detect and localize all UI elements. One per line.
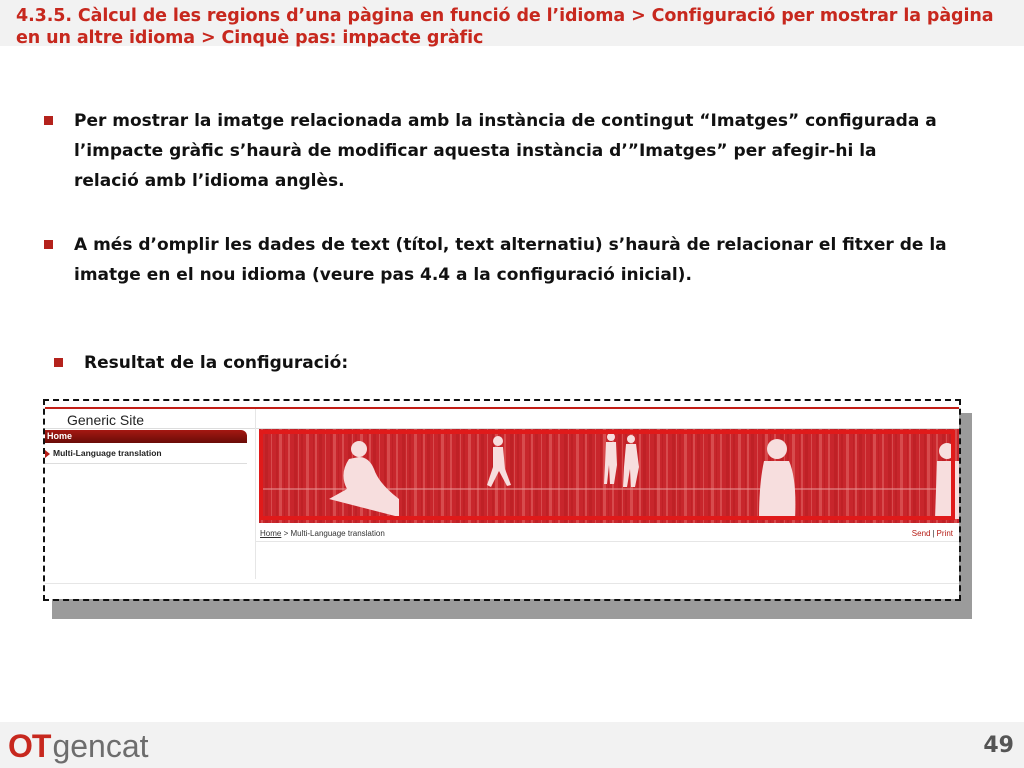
nav-home-label: Home xyxy=(47,431,73,441)
square-bullet-icon xyxy=(54,358,63,367)
breadcrumb xyxy=(260,529,385,538)
bullet-item xyxy=(44,230,974,290)
arrow-right-icon xyxy=(45,450,50,458)
nav-item-multi-language[interactable] xyxy=(45,448,247,458)
actions-separator: | xyxy=(932,529,935,538)
breadcrumb-current: Multi-Language translation xyxy=(290,529,385,538)
site-top-line xyxy=(45,407,959,409)
column-divider xyxy=(255,409,256,579)
bullet-item xyxy=(54,348,654,378)
bullet-text: Per mostrar la imatge relacionada amb la instància de contingut “Imatges” configurada a l’impacte gràfic s’haurà de modificar aquesta instància d’”Imatges” per afegir-hi la relació amb l’idioma anglès. xyxy=(74,111,937,191)
breadcrumb-home-link[interactable]: Home xyxy=(260,529,282,538)
bullet-text: A més d’omplir les dades de text (títol, text alternatiu) s’haurà de relacionar el fitxer de la imatge en el nou idioma (veure pas 4.4 a la configuració inicial). xyxy=(74,235,947,285)
nav-item-label: Multi-Language translation xyxy=(53,448,162,458)
page-number: 49 xyxy=(983,733,1014,758)
square-bullet-icon xyxy=(44,116,53,125)
print-link[interactable]: Print xyxy=(936,529,953,538)
bullet-item xyxy=(44,106,944,196)
logo-ot: OT xyxy=(8,728,51,764)
site-title[interactable]: Generic Site xyxy=(67,412,145,428)
breadcrumb-separator: > xyxy=(283,529,289,538)
slide-title: 4.3.5. Càlcul de les regions d’una pàgina en funció de l’idioma > Configuració per mostrar la pàgina en un altre idioma > Cinquè pas: impacte gràfic xyxy=(16,6,994,48)
logo-gencat: gencat xyxy=(52,728,149,764)
footer-band xyxy=(0,722,1024,768)
square-bullet-icon xyxy=(44,240,53,249)
send-link[interactable]: Send xyxy=(911,529,931,538)
nav-home[interactable] xyxy=(45,430,247,443)
bullet-text: Resultat de la configuració: xyxy=(84,353,349,373)
page-actions xyxy=(912,529,953,538)
footer-divider xyxy=(45,583,959,584)
content-divider xyxy=(255,541,959,542)
ot-gencat-logo xyxy=(8,728,149,765)
nav-divider xyxy=(45,463,247,464)
highlight-box xyxy=(259,430,955,520)
